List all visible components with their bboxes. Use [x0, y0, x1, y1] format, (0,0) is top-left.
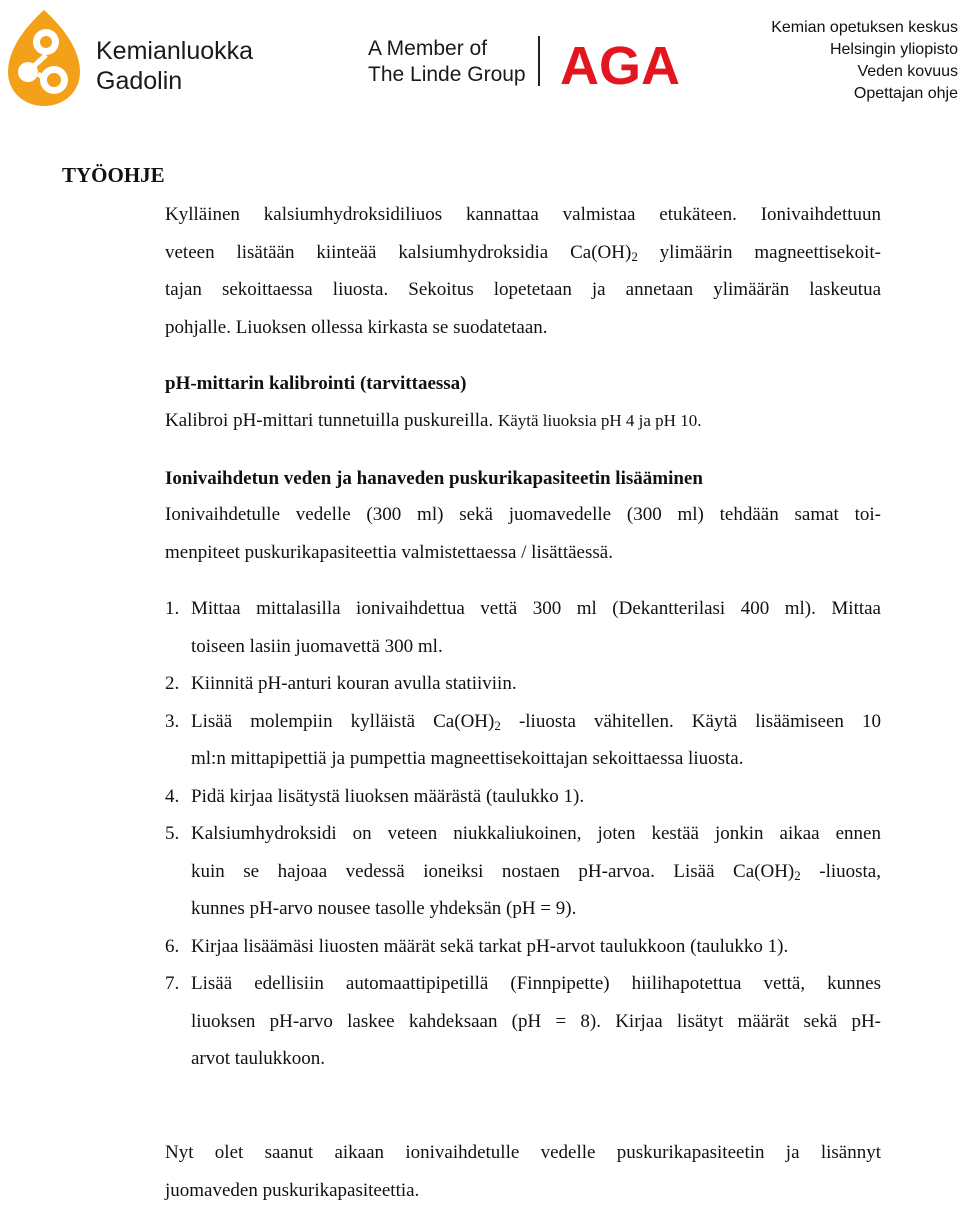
step-7-line-3: arvot taulukkoon.: [191, 1048, 325, 1069]
list-item: [165, 703, 881, 778]
list-item: [165, 965, 881, 1078]
list-item: [165, 928, 881, 966]
step-2-line-1: Kiinnitä pH-anturi kouran avulla statiiviin.: [191, 673, 517, 694]
step-3-line-1b: -liuosta vähitellen. Käytä lisäämiseen 10: [501, 711, 881, 732]
step-3-sub: 2: [494, 718, 501, 733]
buffer-paragraph: [165, 496, 881, 571]
closing-line-1: Nyt olet saanut aikaan ionivaihdetulle vedelle puskurikapasiteetin ja lisännyt: [165, 1134, 881, 1172]
step-5-line-2b: -liuosta,: [801, 861, 881, 882]
header-info-line-1: Kemian opetuksen keskus: [771, 17, 958, 39]
steps-list: [165, 590, 881, 1078]
step-7-line-1: Lisää edellisiin automaattipipetillä (Finnpipette) hiilihapotettua vettä, kunnes: [191, 965, 881, 1003]
intro-line-2: [165, 234, 881, 272]
intro-line-3: tajan sekoittaessa liuosta. Sekoitus lopetetaan ja annetaan ylimäärän laskeutua: [165, 271, 881, 309]
list-item: [165, 590, 881, 665]
aga-logo-icon: [560, 36, 660, 88]
step-number: 4.: [165, 778, 179, 816]
header-divider: [538, 36, 540, 86]
calibration-text-b: Käytä liuoksia pH 4 ja pH 10.: [498, 411, 702, 430]
step-5-line-1: Kalsiumhydroksidi on veteen niukkaliukoinen, joten kestää jonkin aikaa ennen: [191, 815, 881, 853]
step-number: 6.: [165, 928, 179, 966]
intro-line-2a: veteen lisätään kiinteää kalsiumhydroksidia Ca(OH): [165, 242, 631, 263]
intro-line-2-sub: 2: [631, 249, 638, 264]
buffer-line-2: menpiteet puskurikapasiteettia valmistettaessa / lisättäessä.: [165, 534, 881, 572]
closing-line-2: juomaveden puskurikapasiteettia.: [165, 1172, 881, 1209]
aga-logo-text: AGA: [560, 36, 680, 96]
step-5-line-2a: kuin se hajoaa vedessä ioneiksi nostaen pH-arvoa. Lisää Ca(OH): [191, 861, 794, 882]
list-item: [165, 665, 881, 703]
step-number: 3.: [165, 703, 179, 741]
calibration-text: [165, 402, 881, 440]
intro-line-2b: ylimäärin magneettisekoit-: [638, 242, 881, 263]
intro-paragraph: [165, 196, 881, 346]
step-1-line-2: toiseen lasiin juomavettä 300 ml.: [191, 636, 443, 657]
step-4-line-1: Pidä kirjaa lisätystä liuoksen määrästä (taulukko 1).: [191, 786, 584, 807]
step-3-line-1a: Lisää molempiin kylläistä Ca(OH): [191, 711, 494, 732]
header-info-line-3: Veden kovuus: [771, 61, 958, 83]
brand-line-2: Gadolin: [96, 66, 253, 96]
buffer-heading: Ionivaihdetun veden ja hanaveden puskurikapasiteetin lisääminen: [165, 460, 703, 497]
calibration-text-a: Kalibroi pH-mittari tunnetuilla puskureilla.: [165, 410, 498, 431]
step-5-line-3: kunnes pH-arvo nousee tasolle yhdeksän (pH = 9).: [191, 898, 576, 919]
list-item: [165, 778, 881, 816]
member-line-2: The Linde Group: [368, 62, 526, 88]
step-5-sub: 2: [794, 868, 801, 883]
step-5-line-2: [191, 853, 881, 891]
step-3-line-1: [191, 703, 881, 741]
calibration-heading: pH-mittarin kalibrointi (tarvittaessa): [165, 365, 467, 402]
intro-line-4: pohjalle. Liuoksen ollessa kirkasta se suodatetaan.: [165, 309, 881, 347]
step-6-line-1: Kirjaa lisäämäsi liuosten määrät sekä tarkat pH-arvot taulukkoon (taulukko 1).: [191, 936, 788, 957]
brand-name: [96, 36, 253, 96]
step-3-line-2: ml:n mittapipettiä ja pumpettia magneettisekoittajan sekoittaessa liuosta.: [191, 748, 743, 769]
step-number: 1.: [165, 590, 179, 628]
gadolin-logo-icon: [4, 8, 84, 108]
header-info-line-4: Opettajan ohje: [771, 83, 958, 105]
list-item: [165, 815, 881, 928]
linde-member-text: [368, 36, 526, 88]
member-line-1: A Member of: [368, 36, 526, 62]
brand-line-1: Kemianluokka: [96, 36, 253, 66]
step-7-line-2: liuoksen pH-arvo laskee kahdeksaan (pH = 8). Kirjaa lisätyt määrät sekä pH-: [191, 1003, 881, 1041]
buffer-line-1: Ionivaihdetulle vedelle (300 ml) sekä juomavedelle (300 ml) tehdään samat toi-: [165, 496, 881, 534]
intro-line-1: Kylläinen kalsiumhydroksidiliuos kannattaa valmistaa etukäteen. Ionivaihdettuun: [165, 196, 881, 234]
step-number: 2.: [165, 665, 179, 703]
header-info-line-2: Helsingin yliopisto: [771, 39, 958, 61]
page-title: TYÖOHJE: [62, 163, 165, 188]
step-1-line-1: Mittaa mittalasilla ionivaihdettua vettä 300 ml (Dekantterilasi 400 ml). Mittaa: [191, 590, 881, 628]
header-info: [771, 17, 958, 105]
step-number: 7.: [165, 965, 179, 1003]
step-number: 5.: [165, 815, 179, 853]
closing-paragraph: [165, 1134, 881, 1209]
